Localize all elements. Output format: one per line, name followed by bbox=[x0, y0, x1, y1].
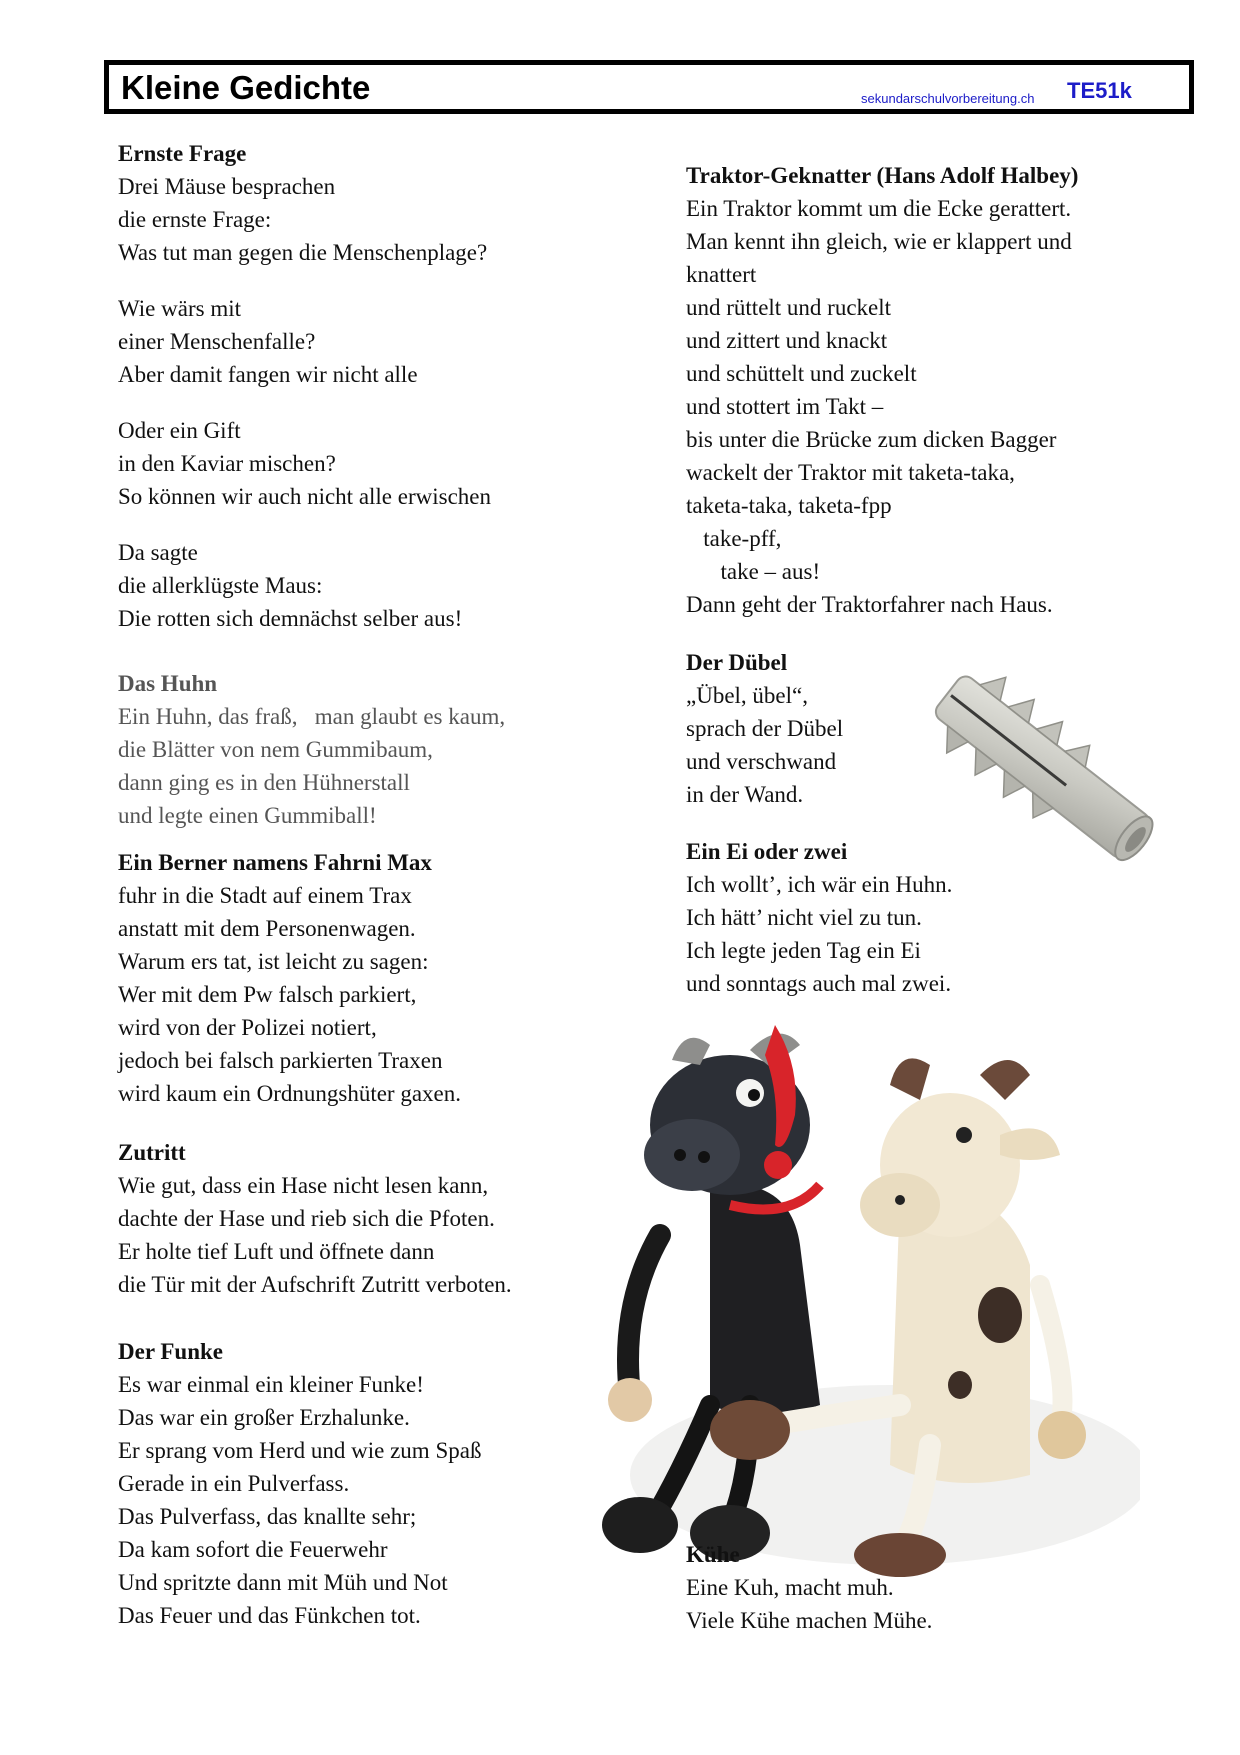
poem-line: take-pff, bbox=[686, 526, 782, 551]
poem-line: Ich hätt’ nicht viel zu tun. bbox=[686, 905, 922, 930]
poem-line: So können wir auch nicht alle erwischen bbox=[118, 484, 491, 509]
poem-line: taketa-taka, taketa-fpp bbox=[686, 493, 892, 518]
poem-line: einer Menschenfalle? bbox=[118, 329, 316, 354]
poem-line: und verschwand bbox=[686, 749, 837, 774]
poem-line: Aber damit fangen wir nicht alle bbox=[118, 362, 418, 387]
poem-line: anstatt mit dem Personenwagen. bbox=[118, 916, 416, 941]
poem-traktor bbox=[686, 159, 1166, 621]
poem-line: Er sprang vom Herd und wie zum Spaß bbox=[118, 1438, 482, 1463]
poem-line: und schüttelt und zuckelt bbox=[686, 361, 917, 386]
poem-line: Wie wärs mit bbox=[118, 296, 241, 321]
poem-line: und sonntags auch mal zwei. bbox=[686, 971, 952, 996]
poem-line: Dann geht der Traktorfahrer nach Haus. bbox=[686, 592, 1053, 617]
poem-line: Es war einmal ein kleiner Funke! bbox=[118, 1372, 424, 1397]
poem-line: Viele Kühe machen Mühe. bbox=[686, 1608, 933, 1633]
poem-line: Oder ein Gift bbox=[118, 418, 241, 443]
poem-line: Und spritzte dann mit Müh und Not bbox=[118, 1570, 448, 1595]
poem-title: Der Funke bbox=[118, 1339, 223, 1364]
poem-line: Ein Huhn, das fraß, man glaubt es kaum, bbox=[118, 704, 506, 729]
poem-title: Ein Ei oder zwei bbox=[686, 839, 848, 864]
page-title: Kleine Gedichte bbox=[121, 69, 371, 106]
poem-title: Traktor-Geknatter (Hans Adolf Halbey) bbox=[686, 163, 1079, 188]
poem-line: Er holte tief Luft und öffnete dann bbox=[118, 1239, 435, 1264]
poem-zutritt bbox=[118, 1136, 598, 1301]
poem-line: take – aus! bbox=[686, 559, 821, 584]
poem-line: fuhr in die Stadt auf einem Trax bbox=[118, 883, 412, 908]
poem-line: bis unter die Brücke zum dicken Bagger bbox=[686, 427, 1057, 452]
poem-line: sprach der Dübel bbox=[686, 716, 844, 741]
poem-line: und stottert im Takt – bbox=[686, 394, 884, 419]
poem-line: Ein Traktor kommt um die Ecke gerattert. bbox=[686, 196, 1072, 221]
poem-line: Was tut man gegen die Menschenplage? bbox=[118, 240, 488, 265]
poem-line: und rüttelt und ruckelt bbox=[686, 295, 892, 320]
poem-das-huhn bbox=[118, 667, 558, 832]
poem-der-duebel bbox=[686, 646, 926, 811]
poem-title: Das Huhn bbox=[118, 671, 218, 696]
poem-line: Das Feuer und das Fünkchen tot. bbox=[118, 1603, 421, 1628]
poem-line: Da kam sofort die Feuerwehr bbox=[118, 1537, 388, 1562]
poem-line: in den Kaviar mischen? bbox=[118, 451, 336, 476]
poem-line: und zittert und knackt bbox=[686, 328, 888, 353]
poem-title: Ernste Frage bbox=[118, 141, 247, 166]
poem-der-funke bbox=[118, 1335, 558, 1632]
poem-title: Kühe bbox=[686, 1542, 740, 1567]
poem-line: und legte einen Gummiball! bbox=[118, 803, 377, 828]
poem-title: Zutritt bbox=[118, 1140, 186, 1165]
poem-line: Das Pulverfass, das knallte sehr; bbox=[118, 1504, 417, 1529]
poem-line: Eine Kuh, macht muh. bbox=[686, 1575, 894, 1600]
poem-line: Das war ein großer Erzhalunke. bbox=[118, 1405, 410, 1430]
poem-line: wird kaum ein Ordnungshüter gaxen. bbox=[118, 1081, 462, 1106]
poem-line: Wer mit dem Pw falsch parkiert, bbox=[118, 982, 417, 1007]
website-label: sekundarschulvorbereitung.ch bbox=[861, 91, 1035, 106]
cow-toys-image bbox=[600, 1005, 1140, 1580]
poem-line: wackelt der Traktor mit taketa-taka, bbox=[686, 460, 1015, 485]
poem-line: Wie gut, dass ein Hase nicht lesen kann, bbox=[118, 1173, 489, 1198]
poem-title: Ein Berner namens Fahrni Max bbox=[118, 850, 432, 875]
poem-line: die allerklügste Maus: bbox=[118, 573, 323, 598]
poem-line: Da sagte bbox=[118, 540, 198, 565]
poem-line: dann ging es in den Hühnerstall bbox=[118, 770, 410, 795]
poem-line: dachte der Hase und rieb sich die Pfoten. bbox=[118, 1206, 495, 1231]
header-box bbox=[104, 60, 1194, 114]
poem-line: die Blätter von nem Gummibaum, bbox=[118, 737, 433, 762]
poem-title: Der Dübel bbox=[686, 650, 788, 675]
poem-line: Man kennt ihn gleich, wie er klappert und bbox=[686, 229, 1072, 254]
poem-line: in der Wand. bbox=[686, 782, 804, 807]
poem-line: Ich wollt’, ich wär ein Huhn. bbox=[686, 872, 953, 897]
poem-line: jedoch bei falsch parkierten Traxen bbox=[118, 1048, 443, 1073]
poem-ein-ei bbox=[686, 835, 1126, 1000]
poem-berner bbox=[118, 846, 558, 1110]
poem-line: Gerade in ein Pulverfass. bbox=[118, 1471, 350, 1496]
poem-line: Drei Mäuse besprachen bbox=[118, 174, 336, 199]
poem-line: die ernste Frage: bbox=[118, 207, 272, 232]
document-code: TE51k bbox=[1067, 78, 1132, 103]
poem-line: wird von der Polizei notiert, bbox=[118, 1015, 377, 1040]
poem-line: Die rotten sich demnächst selber aus! bbox=[118, 606, 463, 631]
poem-line: „Übel, übel“, bbox=[686, 683, 808, 708]
poem-line: Warum ers tat, ist leicht zu sagen: bbox=[118, 949, 429, 974]
poem-line: knattert bbox=[686, 262, 757, 287]
poem-line: die Tür mit der Aufschrift Zutritt verboten. bbox=[118, 1272, 512, 1297]
poem-ernste-frage bbox=[118, 137, 558, 635]
poem-kuehe bbox=[686, 1538, 1126, 1637]
poem-line: Ich legte jeden Tag ein Ei bbox=[686, 938, 921, 963]
